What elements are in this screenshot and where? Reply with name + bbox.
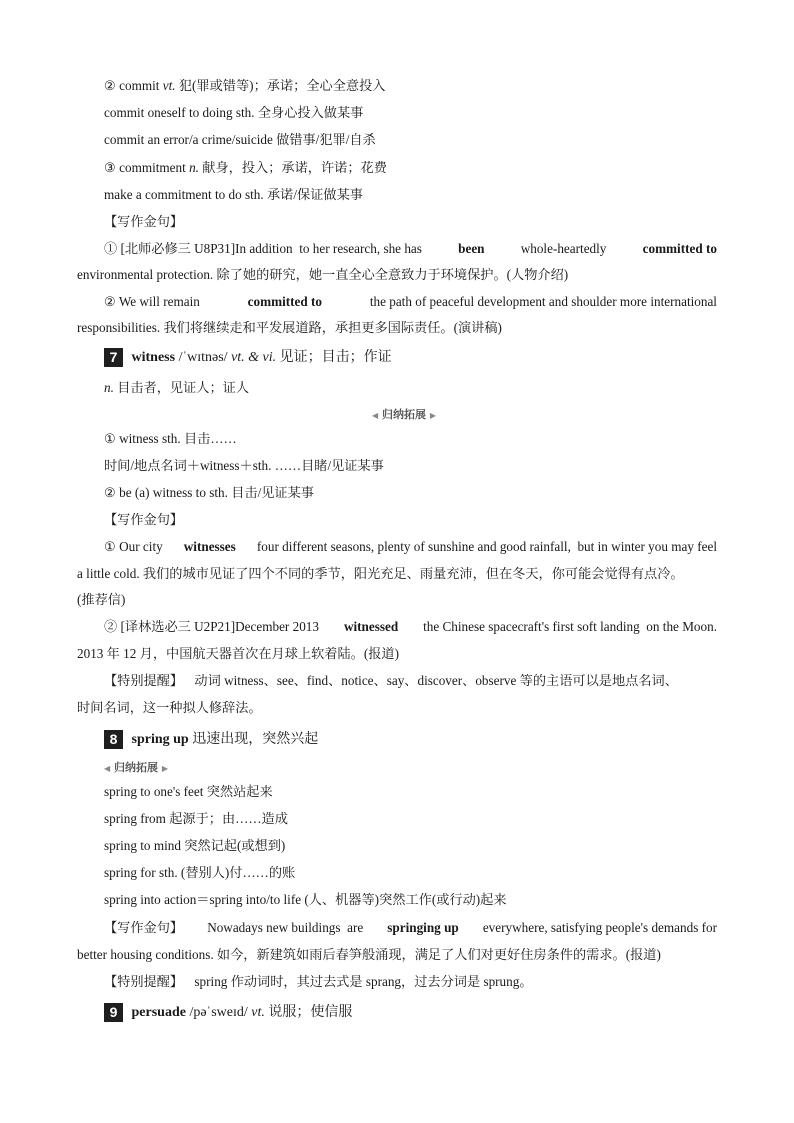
spring-example: 【写作金句】 Nowadays new buildings are springing up everywhere, satisfying people's demands for [104,920,717,935]
commitment-entry [104,159,387,177]
persuade-word: persuade [131,1005,186,1020]
spring-example-line-2: better housing conditions. 如今，新建筑如雨后春笋般涌现，满足了人们对更好住房条件的需求。(报道) [77,947,661,962]
witness-example-2: ② [译林选必三 U2P21]December 2013 witnessed the Chinese spacecraft's first soft landing on the Moon. [104,619,717,634]
commitment-sense: ③ commitment [104,160,186,175]
writing-label-6: 【写作金句】 [104,214,184,229]
witness-item-3: ② be (a) witness to sth. 目击/见证某事 [104,485,314,500]
writing-label-7: 【写作金句】 [104,512,184,527]
commit-example-2-line-2: responsibilities. 我们将继续走和平发展道路，承担更多国际责任。(演讲稿) [77,320,502,335]
spring-item-5: spring into action＝spring into/to life (人、机器等)突然工作(或行动)起来 [104,892,507,907]
persuade-heading [104,1002,352,1023]
spring-up-word: spring up [131,732,189,747]
witness-noun-pos: n. [104,380,114,395]
summary-tag-7: ◀ 归纳拓展 ▶ [372,408,436,421]
writing-label-8: 【写作金句】 [104,920,184,935]
triangle-right-icon: ▶ [161,764,168,773]
spring-item-3: spring to mind 突然记起(或想到) [104,838,286,853]
witness-noun-meaning: 目击者，见证人；证人 [117,380,250,395]
witness-example-2-line-2: 2013 年 12 月，中国航天器首次在月球上软着陆。(报道) [77,646,399,661]
triangle-right-icon: ▶ [429,411,436,420]
spring-up-meaning: 迅速出现，突然兴起 [192,732,319,747]
notice-7 [104,672,678,690]
commitment-pos: n. [189,160,199,175]
entry-number-9: 9 [104,1003,123,1022]
notice-text-8: spring 作动词时，其过去式是 sprang，过去分词是 sprung。 [194,974,533,989]
notice-text-7: 动词 witness、see、find、notice、say、discover、observe 等的主语可以是地点名词、 [194,673,678,688]
notice-8 [104,973,533,991]
witness-item-1: ① witness sth. 目击…… [104,431,237,446]
witness-phonetic: /ˈwɪtnəs/ [178,350,228,365]
commit-pos: vt. [162,78,176,93]
witness-example-1-line-3: (推荐信) [77,592,126,607]
commitment-phrase: make a commitment to do sth. 承诺/保证做某事 [104,187,363,202]
spring-up-heading [104,729,318,750]
commit-sense: ② commit [104,78,160,93]
spring-item-2: spring from 起源于；由……造成 [104,811,288,826]
notice-label-8: 【特别提醒】 [104,974,184,989]
witness-example-1: ① Our city witnesses four different seasons, plenty of sunshine and good rainfall, but in winter you may feel [104,539,717,554]
spring-item-4: spring for sth. (替别人)付……的账 [104,865,296,880]
persuade-phonetic: /pəˈsweɪd/ [189,1005,248,1020]
witness-example-1-line-2: a little cold. 我们的城市见证了四个不同的季节，阳光充足、雨量充沛，但在冬天，你可能会觉得有点冷。 [77,566,684,581]
witness-pos: vt. & vi. [231,350,277,365]
persuade-pos: vt. [251,1005,265,1020]
witness-word: witness [131,350,176,365]
witness-noun-entry [104,379,249,397]
commit-phrase-1: commit oneself to doing sth. 全身心投入做某事 [104,105,364,120]
witness-meaning: 见证；目击；作证 [279,350,392,365]
commit-example-1-line-2: environmental protection. 除了她的研究，她一直全心全意致力于环境保护。(人物介绍) [77,267,569,282]
witness-item-2: 时间/地点名词＋witness＋sth. ……目睹/见证某事 [104,458,384,473]
persuade-meaning: 说服；使信服 [268,1005,353,1020]
triangle-left-icon: ◀ [372,411,379,420]
entry-number-8: 8 [104,730,123,749]
summary-tag-8: ◀ 归纳拓展 ▶ [104,761,168,774]
commit-entry [104,77,385,95]
commit-meaning: 犯(罪或错等)；承诺；全心全意投入 [178,78,386,93]
commitment-meaning: 献身，投入；承诺，许诺；花费 [202,160,387,175]
triangle-left-icon: ◀ [104,764,111,773]
spring-item-1: spring to one's feet 突然站起来 [104,784,273,799]
witness-heading [104,347,392,368]
commit-example-1: ① [北师必修三 U8P31]In addition to her research, she has been whole-heartedly committed to [104,241,717,256]
commit-phrase-2: commit an error/a crime/suicide 做错事/犯罪/自杀 [104,132,376,147]
notice-7-line-2: 时间名词，这一种拟人修辞法。 [77,700,262,715]
notice-label-7: 【特别提醒】 [104,673,184,688]
entry-number-7: 7 [104,348,123,367]
commit-example-2: ② We will remain committed to the path of peaceful development and shoulder more international [104,294,717,309]
